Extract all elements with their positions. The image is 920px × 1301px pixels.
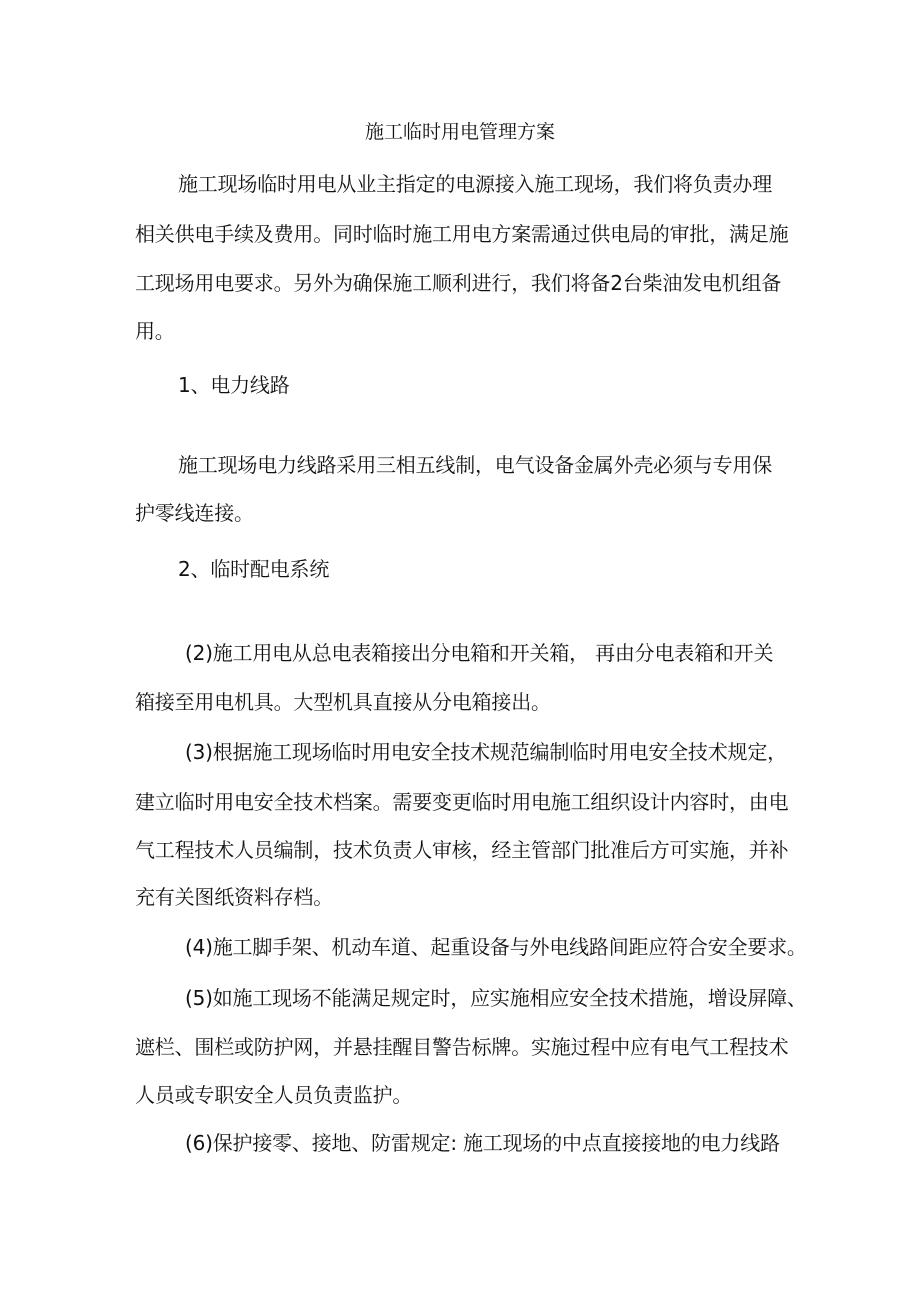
item-4-line-1: (4)施工脚手架、机动车道、起重设备与外电线路间距应符合安全要求。 — [185, 935, 807, 959]
item-2-line-2: 箱接至用电机具。大型机具直接从分电箱接出。 — [135, 690, 551, 714]
item-6-line-1: (6)保护接零、接地、防雷规定: 施工现场的中点直接接地的电力线路 — [185, 1131, 780, 1155]
item-5-line-1: (5)如施工现场不能满足规定时，应实施相应安全技术措施，增设屏障、 — [185, 986, 807, 1010]
intro-line-4: 用。 — [135, 319, 175, 343]
intro-line-1: 施工现场临时用电从业主指定的电源接入施工现场，我们将负责办理 — [178, 172, 772, 196]
section-1-line-1: 施工现场电力线路采用三相五线制，电气设备金属外壳必须与专用保 — [178, 453, 772, 477]
item-3-line-1: (3)根据施工现场临时用电安全技术规范编制临时用电安全技术规定， — [185, 740, 787, 764]
item-2-line-1: (2)施工用电从总电表箱接出分电箱和开关箱， 再由分电表箱和开关 — [185, 641, 774, 665]
intro-line-2: 相关供电手续及费用。同时临时施工用电方案需通过供电局的审批，满足施 — [135, 222, 789, 246]
item-3-line-2: 建立临时用电安全技术档案。需要变更临时用电施工组织设计内容时，由电 — [135, 790, 789, 814]
item-5-line-3: 人员或专职安全人员负责监护。 — [135, 1083, 413, 1107]
intro-line-3: 工现场用电要求。另外为确保施工顺利进行，我们将备2台柴油发电机组备 — [135, 271, 782, 295]
item-5-line-2: 遮栏、围栏或防护网，并悬挂醒目警告标牌。实施过程中应有电气工程技术 — [135, 1035, 789, 1059]
item-3-line-4: 充有关图纸资料存档。 — [135, 885, 333, 909]
document-title: 施工临时用电管理方案 — [364, 121, 555, 143]
item-3-line-3: 气工程技术人员编制，技术负责人审核，经主管部门批准后方可实施，并补 — [135, 838, 789, 862]
section-2-heading: 2、临时配电系统 — [178, 557, 330, 581]
section-1-heading: 1、电力线路 — [178, 373, 290, 397]
section-1-line-2: 护零线连接。 — [135, 501, 254, 525]
